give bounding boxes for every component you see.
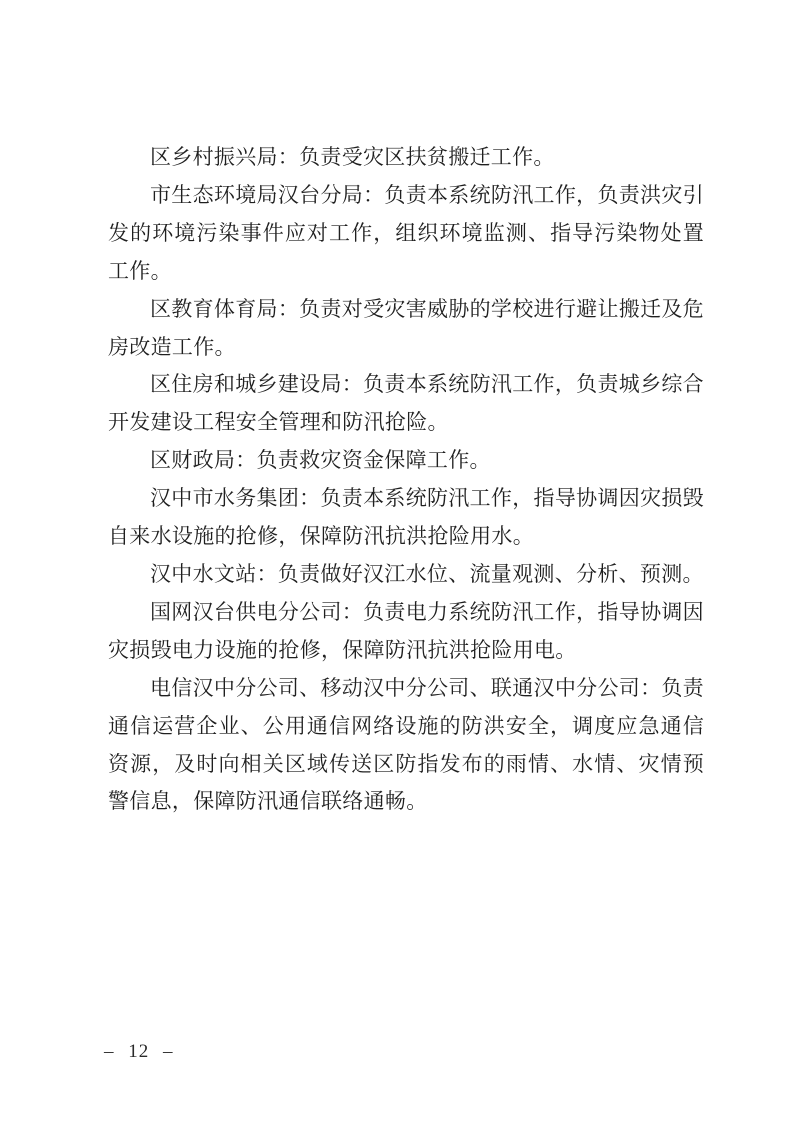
paragraph: 区教育体育局：负责对受灾害威胁的学校进行避让搬迁及危房改造工作。 [108,296,704,359]
paragraph: 市生态环境局汉台分局：负责本系统防汛工作，负责洪灾引发的环境污染事件应对工作，组织环境监测、指导污染物处置工作。 [108,182,704,283]
paragraph: 区财政局：负责救灾资金保障工作。 [150,448,491,473]
page-number: – 12 – [104,1041,174,1062]
paragraph: 区住房和城乡建设局：负责本系统防汛工作，负责城乡综合开发建设工程安全管理和防汛抢险。 [108,372,704,435]
paragraph: 国网汉台供电分公司：负责电力系统防汛工作，指导协调因灾损毁电力设施的抢修，保障防汛抗洪抢险用电。 [108,599,704,662]
paragraph: 区乡村振兴局：负责受灾区扶贫搬迁工作。 [150,145,555,169]
paragraph: 汉中市水务集团：负责本系统防汛工作，指导协调因灾损毁自来水设施的抢修，保障防汛抗洪抢险用水。 [108,486,704,549]
paragraph: 电信汉中分公司、移动汉中分公司、联通汉中分公司：负责通信运营企业、公用通信网络设施的防洪安全，调度应急通信资源，及时向相关区域传送区防指发布的雨情、水情、灾情预警信息，保障防汛通信联络通畅。 [108,675,704,814]
paragraph: 汉中水文站：负责做好汉江水位、流量观测、分析、预测。 [150,561,704,586]
document-body [108,139,704,821]
